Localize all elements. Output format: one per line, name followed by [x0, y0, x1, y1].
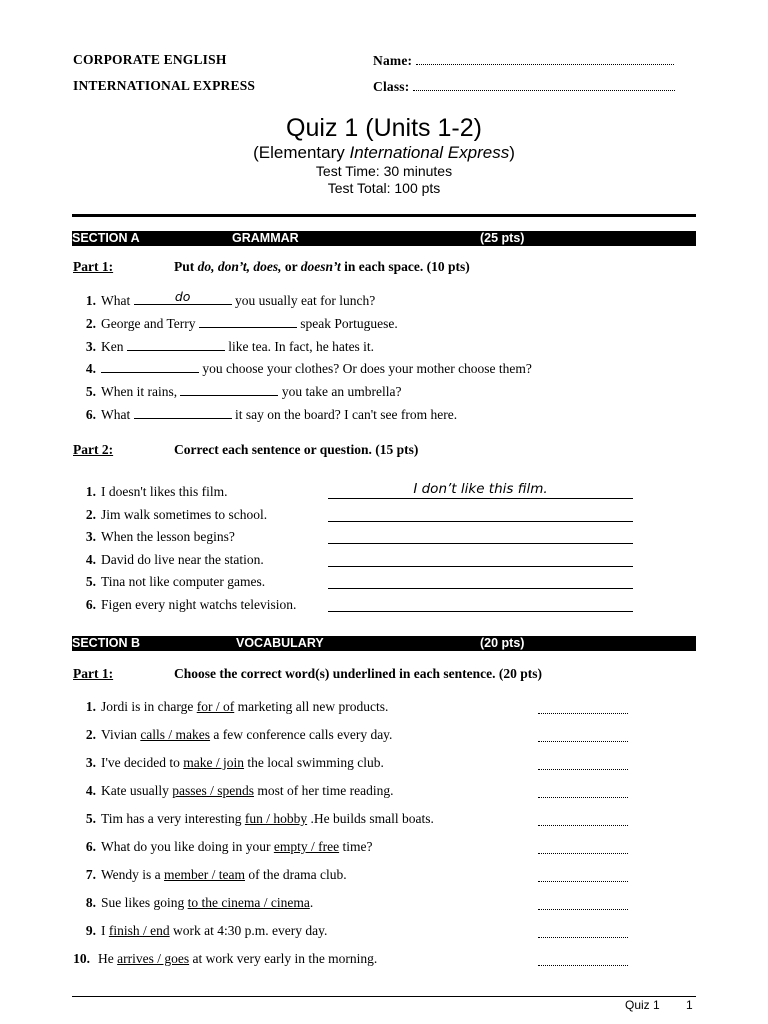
word-choice[interactable]: passes / spends — [172, 783, 254, 798]
name-dotted-line[interactable] — [416, 52, 674, 65]
word-choice[interactable]: finish / end — [108, 923, 170, 938]
handwritten-answer: do — [174, 289, 191, 304]
answer-dotted-line[interactable] — [538, 797, 628, 798]
sentence-number: 1. — [85, 484, 96, 499]
section-a-points: (25 pts) — [480, 231, 525, 245]
word-choice[interactable]: to the cinema / cinema — [187, 895, 310, 910]
vocab-text-before: I've decided to — [101, 755, 184, 770]
sentence-number: 3. — [85, 529, 96, 544]
answer-blank[interactable] — [101, 360, 199, 373]
correction-line[interactable] — [328, 566, 633, 567]
answer-dotted-line[interactable] — [538, 881, 628, 882]
word-choice[interactable]: make / join — [183, 755, 245, 770]
vocab-item — [82, 895, 313, 911]
subtitle-suffix: ) — [509, 143, 515, 162]
question-text-after: it say on the board? I can't see from here. — [231, 407, 458, 422]
vocab-number: 8. — [85, 895, 96, 910]
question-item — [82, 289, 376, 309]
correction-line[interactable] — [328, 588, 633, 589]
instr-post: in each space. (10 pts) — [340, 259, 470, 274]
instr-pre: Put — [174, 259, 198, 274]
correction-line[interactable] — [328, 481, 633, 499]
question-text-after: you usually eat for lunch? — [231, 293, 376, 308]
answer-blank[interactable] — [127, 338, 225, 351]
book-name: INTERNATIONAL EXPRESS — [73, 78, 256, 93]
question-text-after: speak Portuguese. — [296, 316, 398, 331]
footer-label: Quiz 1 — [625, 998, 660, 1012]
incorrect-sentence: Figen every night watchs television. — [101, 597, 297, 612]
answer-dotted-line[interactable] — [538, 825, 628, 826]
sentence-item — [82, 484, 228, 500]
quiz-title: Quiz 1 (Units 1-2) — [286, 114, 482, 142]
word-choice[interactable]: member / team — [164, 867, 245, 882]
subtitle-italic: International Express — [349, 143, 510, 162]
vocab-text-after: of the drama club. — [245, 867, 347, 882]
answer-dotted-line[interactable] — [538, 937, 628, 938]
sentence-item — [82, 574, 265, 590]
vocab-item — [82, 783, 393, 799]
question-text-after: like tea. In fact, he hates it. — [224, 339, 375, 354]
answer-dotted-line[interactable] — [538, 713, 628, 714]
answer-dotted-line[interactable] — [538, 769, 628, 770]
answer-blank[interactable] — [180, 383, 278, 396]
vocab-text-before: I — [101, 923, 109, 938]
vocab-text-before: Kate usually — [101, 783, 173, 798]
question-text-before: What — [101, 407, 134, 422]
name-field[interactable] — [373, 52, 674, 69]
word-choice[interactable]: for / of — [196, 699, 235, 714]
vocab-number: 3. — [85, 755, 96, 770]
question-number: 4. — [85, 361, 96, 376]
subtitle-prefix: (Elementary — [253, 143, 350, 162]
correction-line[interactable] — [328, 521, 633, 522]
test-total: Test Total: 100 pts — [327, 180, 441, 196]
vocab-text-after: marketing all new products. — [234, 699, 389, 714]
sentence-number: 4. — [85, 552, 96, 567]
correction-line[interactable] — [328, 543, 633, 544]
sentence-item — [82, 552, 264, 568]
handwritten-correction: I don’t like this film. — [413, 481, 548, 497]
vocab-number: 9. — [85, 923, 96, 938]
question-text-before: Ken — [101, 339, 127, 354]
vocab-text-before: Sue likes going — [101, 895, 188, 910]
vocab-text-before: Tim has a very interesting — [101, 811, 245, 826]
vocab-item — [82, 699, 388, 715]
section-a-part2-header — [73, 442, 693, 460]
section-a-label: SECTION A — [72, 231, 140, 245]
sentence-item — [82, 529, 235, 545]
question-number: 3. — [85, 339, 96, 354]
vocab-text-before: Jordi is in charge — [101, 699, 197, 714]
sentence-number: 6. — [85, 597, 96, 612]
vocab-number: 6. — [85, 839, 96, 854]
question-number: 5. — [85, 384, 96, 399]
question-number: 2. — [85, 316, 96, 331]
incorrect-sentence: Jim walk sometimes to school. — [101, 507, 268, 522]
answer-blank[interactable] — [134, 406, 232, 419]
word-choice[interactable]: calls / makes — [140, 727, 211, 742]
question-number: 6. — [85, 407, 96, 422]
vocab-text-after: the local swimming club. — [244, 755, 384, 770]
footer-rule — [72, 996, 696, 997]
question-item — [82, 360, 532, 377]
part-instruction — [174, 259, 470, 275]
vocab-text-after: a few conference calls every day. — [210, 727, 393, 742]
part-instruction: Correct each sentence or question. (15 pts) — [174, 442, 419, 457]
section-b-topic: VOCABULARY — [236, 636, 324, 650]
section-a-topic: GRAMMAR — [232, 231, 299, 245]
sentence-item — [82, 597, 296, 613]
vocab-item — [82, 727, 392, 743]
vocab-item — [82, 811, 434, 827]
class-field[interactable] — [373, 78, 675, 95]
section-a-bar — [72, 231, 696, 246]
answer-blank[interactable] — [199, 315, 297, 328]
answer-dotted-line[interactable] — [538, 741, 628, 742]
vocab-text-after: at work very early in the morning. — [189, 951, 378, 966]
answer-dotted-line[interactable] — [538, 853, 628, 854]
question-item — [82, 338, 374, 355]
class-dotted-line[interactable] — [413, 78, 675, 91]
test-time: Test Time: 30 minutes — [315, 163, 453, 179]
vocab-text-after: time? — [339, 839, 373, 854]
vocab-item — [82, 867, 347, 883]
section-b-points: (20 pts) — [480, 636, 525, 650]
question-number: 1. — [85, 293, 96, 308]
vocab-text-after: .He builds small boats. — [307, 811, 434, 826]
question-text-after: you choose your clothes? Or does your mother choose them? — [199, 361, 532, 376]
answer-blank[interactable] — [134, 289, 232, 305]
vocab-text-before: Wendy is a — [101, 867, 165, 882]
incorrect-sentence: Tina not like computer games. — [101, 574, 266, 589]
question-item — [82, 406, 457, 423]
question-item — [82, 315, 398, 332]
part-label: Part 1: — [73, 259, 114, 274]
question-text-before: When it rains, — [101, 384, 181, 399]
quiz-subtitle — [0, 143, 768, 163]
sentence-number: 5. — [85, 574, 96, 589]
incorrect-sentence: David do live near the station. — [101, 552, 264, 567]
answer-dotted-line[interactable] — [538, 965, 628, 966]
incorrect-sentence: I doesn't likes this film. — [101, 484, 228, 499]
class-label: Class: — [373, 79, 410, 94]
section-b-bar — [72, 636, 696, 651]
incorrect-sentence: When the lesson begins? — [101, 529, 235, 544]
vocab-number: 2. — [85, 727, 96, 742]
page-number: 1 — [686, 998, 693, 1012]
word-choice[interactable]: fun / hobby — [244, 811, 308, 826]
vocab-item — [82, 839, 372, 855]
vocab-text-before: He — [98, 951, 118, 966]
question-text-before: George and Terry — [101, 316, 199, 331]
vocab-item — [72, 951, 377, 967]
sentence-item — [82, 507, 267, 523]
course-name: CORPORATE ENGLISH — [73, 52, 227, 67]
part-label: Part 2: — [73, 442, 114, 457]
section-b-label: SECTION B — [72, 636, 141, 650]
vocab-number: 10. — [73, 951, 90, 966]
question-item — [82, 383, 401, 400]
vocab-text-after: work at 4:30 p.m. every day. — [169, 923, 328, 938]
question-text-before: What — [101, 293, 134, 308]
sentence-number: 2. — [85, 507, 96, 522]
vocab-text-before: Vivian — [101, 727, 141, 742]
section-b-part1-header — [73, 666, 693, 684]
vocab-number: 7. — [85, 867, 96, 882]
question-text-after: you take an umbrella? — [278, 384, 402, 399]
vocab-item — [82, 755, 384, 771]
answer-dotted-line[interactable] — [538, 909, 628, 910]
word-choice[interactable]: arrives / goes — [117, 951, 190, 966]
title-divider — [72, 214, 696, 217]
vocab-number: 1. — [85, 699, 96, 714]
instr-options: do, don’t, does, — [197, 259, 282, 274]
name-label: Name: — [373, 53, 413, 68]
word-choice[interactable]: empty / free — [273, 839, 340, 854]
vocab-item — [82, 923, 327, 939]
part-label: Part 1: — [73, 666, 114, 681]
vocab-text-after: most of her time reading. — [253, 783, 394, 798]
correction-line[interactable] — [328, 611, 633, 612]
vocab-text-after: . — [309, 895, 314, 910]
vocab-text-before: What do you like doing in your — [101, 839, 274, 854]
instr-last-option: doesn’t — [300, 259, 341, 274]
vocab-number: 4. — [85, 783, 96, 798]
vocab-number: 5. — [85, 811, 96, 826]
section-a-part1-header — [73, 259, 693, 277]
part-instruction: Choose the correct word(s) underlined in each sentence. (20 pts) — [174, 666, 542, 681]
instr-or: or — [281, 259, 301, 274]
